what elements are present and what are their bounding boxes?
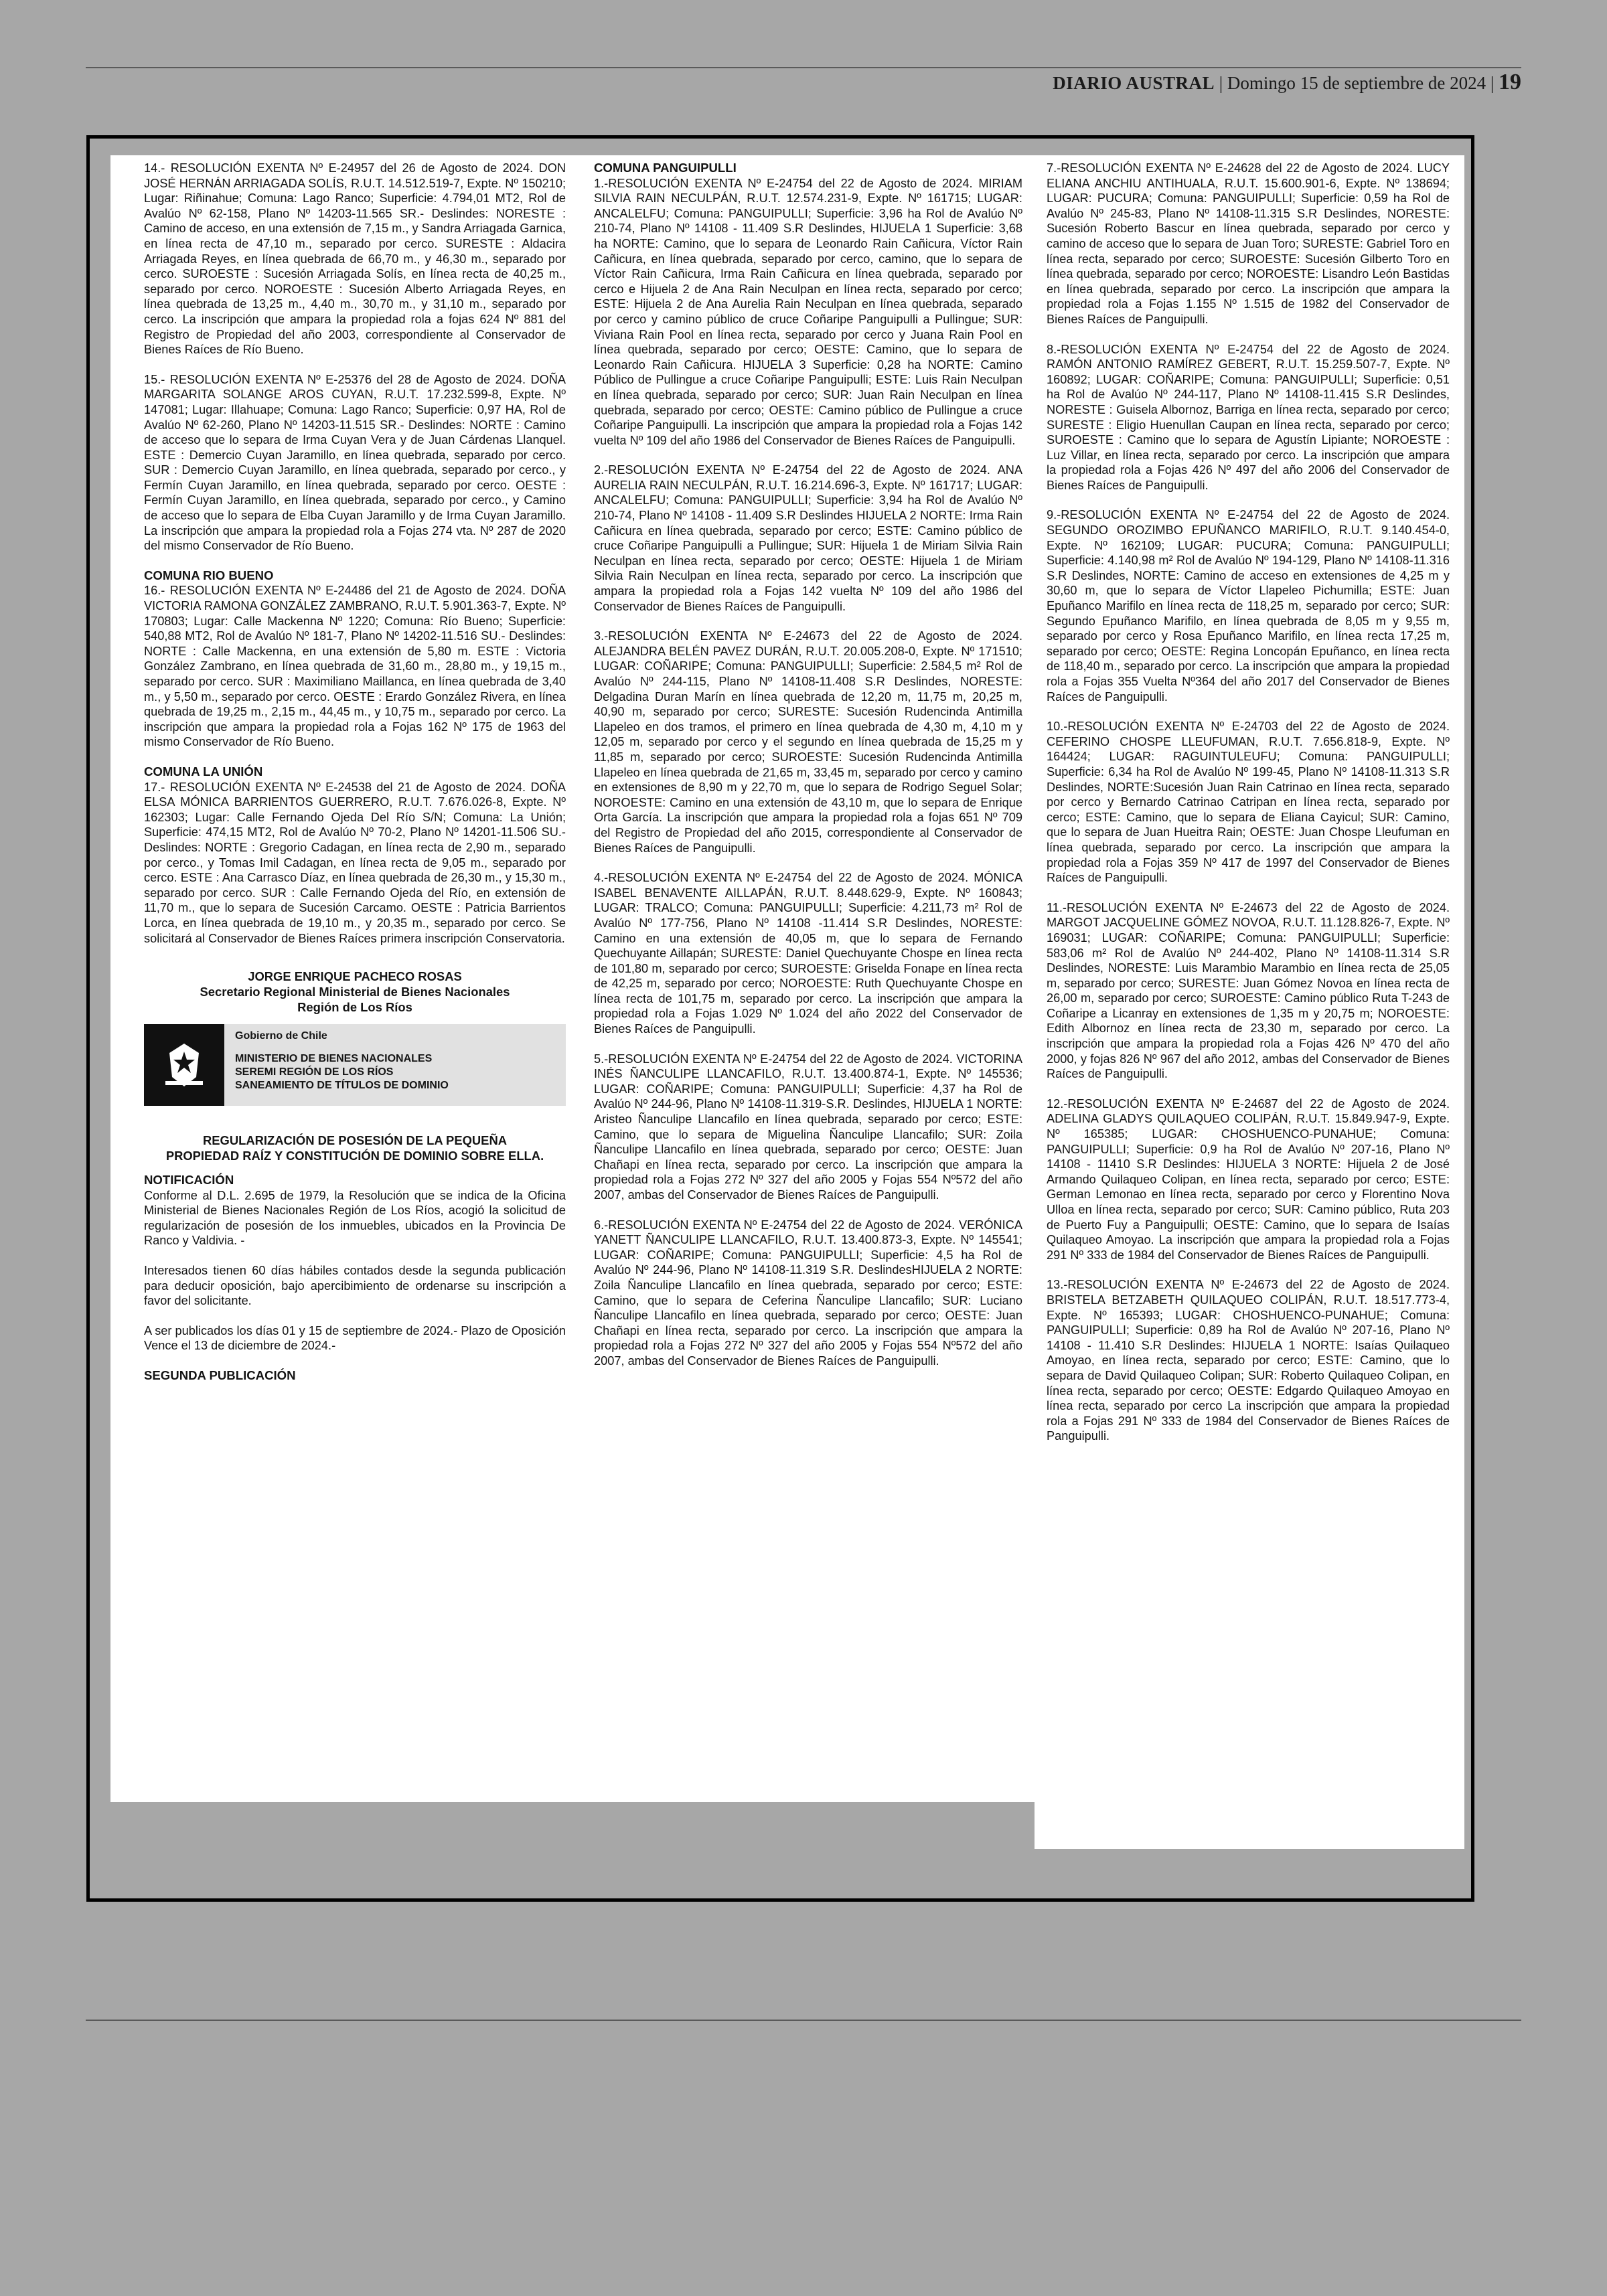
column-3 xyxy=(1035,155,1464,1849)
page-number: 19 xyxy=(1499,70,1521,94)
resolution-2: 2.-RESOLUCIÓN EXENTA Nº E-24754 del 22 de Agosto de 2024. ANA AURELIA RAIN NECULPÁN, R.U.T. 16.214.696-3, Expte. Nº 161717; LUGAR: ANCALELFU; Comuna: PANGUIPULLI; Superficie: 3,94 ha Rol de Avalúo Nº 210-74, Plano Nº 14108 - 11.409 S.R Deslindes HIJUELA 2 NORTE: Irma Rain Cañicura en línea quebrada, separado por cerco; ESTE: Camino público de cruce Coñaripe Panguipulli a Pullingue; SUR: Hijuela 1 de Miriam Silvia Rain Neculpan en línea recta, separado por cerco; OESTE: Hijuela 1 de Miriam Silvia Rain Neculpan en línea recta, separado por cerco. La inscripción que ampara la propiedad rola a Fojas 142 vuelta Nº 109 del año 1986 del Conservador de Bienes Raíces de Panguipulli. xyxy=(594,463,1022,613)
masthead-separator: | xyxy=(1490,73,1495,93)
resolution-15: 15.- RESOLUCIÓN EXENTA Nº E-25376 del 28 de Agosto de 2024. DOÑA MARGARITA SOLANGE AROS CUYAN, R.U.T. 17.232.599-8, Expte. Nº 147081; Lugar: Illahuape; Comuna: Lago Ranco; Superficie: 0,97 HA, Rol de Avalúo Nº 62-260, Plano Nº 14203-11.515 SR.- Deslindes: NORTE : Camino de acceso que lo separa de Irma Cuyan Vera y de Juan Cárdenas Llanquel. ESTE : Demercio Cuyan Jaramillo, en línea quebrada, separado por cerco. SUR : Demercio Cuyan Jaramillo, en línea quebrada, separado por cerco., y Fermín Cuyan Jaramillo, en línea quebrada, separado por cerco. OESTE : Fermín Cuyan Jaramillo, en línea quebrada, separado por cerco., y Camino de acceso que lo separa de Elba Cuyan Jaramillo y de Irma Cuyan Jaramillo. La inscripción que ampara la propiedad rola a Fojas 274 vta. Nº 287 de 2020 del mismo Conservador de Río Bueno. xyxy=(144,372,566,553)
column-2 xyxy=(579,155,1035,1802)
heading-notificacion: NOTIFICACIÓN xyxy=(144,1173,234,1187)
resolution-4: 4.-RESOLUCIÓN EXENTA Nº E-24754 del 22 de Agosto de 2024. MÓNICA ISABEL BENAVENTE AILLAPÁN, R.U.T. 8.448.629-9, Expte. Nº 160843; LUGAR: TRALCO; Comuna: PANGUIPULLI; Superficie: 4.211,73 m² Rol de Avalúo Nº 177-756, Plano Nº 14108 -11.414 S.R Deslindes, NORESTE: Camino en una extensión de 40,05 m, que lo separa de Fernando Quechuyante Aillapán; SURESTE: Daniel Quechuyante Chospe en línea recta de 101,80 m, separado por cerco; SUROESTE: Griselda Fonape en línea recta de 42,25 m, separado por cerco; NOROESTE: Ruth Quechuyante Chospe en línea recta de 101,75 m, separado por cerco. La inscripción que ampara la propiedad rola a Fojas 1.029 Nº 1.024 del año 2022 del Conservador de Bienes Raíces de Panguipulli. xyxy=(594,871,1022,1036)
resolution-8: 8.-RESOLUCIÓN EXENTA Nº E-24754 del 22 de Agosto de 2024. RAMÓN ANTONIO RAMÍREZ GEBERT, R.U.T. 15.259.507-7, Expte. Nº 160892; LUGAR: COÑARIPE; Comuna: PANGUIPULLI; Superficie: 0,51 ha Rol de Avalúo Nº 244-117, Plano Nº 14108-11.415 S.R Deslindes, NORESTE : Guisela Albornoz, Barriga en línea recta, separado por cerco; SURESTE : Eligio Huenullan Caupan en línea recta, separado por cerco; SUROESTE : Camino que lo separa de Agustín Lipiante; NOROESTE : Luz Villar, en línea recta, separado por cerco. La inscripción que ampara la propiedad rola a Fojas 426 Nº 497 del año 2006 del Conservador de Bienes Raíces de Panguipulli. xyxy=(1047,342,1450,492)
regularization-title xyxy=(144,1133,566,1163)
masthead-separator: | xyxy=(1219,73,1223,93)
resolution-1: 1.-RESOLUCIÓN EXENTA Nº E-24754 del 22 de Agosto de 2024. MIRIAM SILVIA RAIN NECULPÁN, R.U.T. 12.574.231-9, Expte. Nº 161715; LUGAR: ANCALELFU; Comuna: PANGUIPULLI; Superficie: 3,96 ha Rol de Avalúo Nº 210-74, Plano Nº 14108 - 11.409 S.R Deslindes, HIJUELA 1 Superficie: 3,68 ha NORTE: Camino, que lo separa de Leonardo Rain Cañicura, Víctor Rain Cañicura, en línea quebrada, separado por cerco, camino, que lo separa de Víctor Rain Cañicura, Irma Rain Cañicura en línea quebrada, separado por cerco e Hijuela 2 de Ana Rain Neculpan en línea recta, separado por cerco; ESTE: Hijuela 2 de Ana Aurelia Rain Neculpan en línea quebrada, separado por cerco y camino público de cruce Coñaripe Panguipulli a Pullingue; SUR: Viviana Rain Pool en línea recta, separado por cerco y Juana Rain Pool en línea quebrada, separado por cerco; OESTE: Camino, que lo separa de Leonardo Rain Cañicura. HIJUELA 3 Superficie: 0,28 ha NORTE: Camino Público de Pullingue a cruce Coñaripe Panguipulli; ESTE: Luis Rain Neculpan en línea quebrada, separado por cerco; SUR: Juan Rain Neculpan en línea quebrada, separado por cerco; OESTE: Camino público de Pullingue a cruce Coñaripe Panguipulli. La inscripción que ampara la propiedad rola a Fojas 142 vuelta Nº 109 del año 1986 del Conservador de Bienes Raíces de Panguipulli. xyxy=(594,176,1022,447)
ministry-label: MINISTERIO DE BIENES NACIONALES xyxy=(235,1053,433,1065)
column-1 xyxy=(110,155,579,1802)
bottom-rule xyxy=(86,2020,1521,2021)
program-label: SANEAMIENTO DE TÍTULOS DE DOMINIO xyxy=(235,1080,449,1092)
resolution-17: 17.- RESOLUCIÓN EXENTA Nº E-24538 del 21 de Agosto de 2024. DOÑA ELSA MÓNICA BARRIENTOS GUERRERO, R.U.T. 7.676.026-8, Expte. Nº 162303; Lugar: Calle Fernando Ojeda Del Río S/N; Comuna: La Unión; Superficie: 474,15 MT2, Rol de Avalúo Nº 70-2, Plano Nº 14201-11.506 SU.- Deslindes: NORTE : Gregorio Cadagan, en línea recta de 2,90 m., separado por cerco., y Tomas Imil Cadagan, en línea recta de 9,05 m., separado por cerco. ESTE : Ana Carrasco Díaz, en línea quebrada de 26,30 m., y 15,30 m., separado por cerco. SUR : Calle Fernando Ojeda del Río, en extensión de 11,70 m., que lo separa de Sucesión Carcamo. OESTE : Patricia Barrientos Lorca, en línea quebrada de 19,10 m., y 20,35 m., separado por cerco. Se solicitará al Conservador de Bienes Raíces primera inscripción Conservatoria. xyxy=(144,780,566,945)
notification-text: Conforme al D.L. 2.695 de 1979, la Resolución que se indica de la Oficina Ministerial de Bienes Nacionales Región de Los Ríos, acogió la solicitud de regularización de posesión de los inmuebles, ubicados en la Provincia De Ranco y Valdivia. - xyxy=(144,1188,566,1248)
signatory-title: Secretario Regional Ministerial de Bienes Nacionales xyxy=(200,985,510,999)
heading-comuna-panguipulli: COMUNA PANGUIPULLI xyxy=(594,161,737,175)
signatory-region: Región de Los Ríos xyxy=(297,1000,412,1015)
resolution-6: 6.-RESOLUCIÓN EXENTA Nº E-24754 del 22 de Agosto de 2024. VERÓNICA YANETT ÑANCULIPE LLANCAFILO, R.U.T. 13.400.873-3, Expte. Nº 145541; LUGAR: COÑARIPE; Comuna: PANGUIPULLI; Superficie: 4,5 ha Rol de Avalúo Nº 244-96, Plano Nº 14108-11.319 S.R. DeslindesHIJUELA 2 NORTE: Zoila Ñanculipe Llancafilo en línea quebrada, separado por cerco; ESTE: Camino, que lo separa de Ceferina Ñanculipe Llancafilo; SUR: Luciano Ñanculipe Llancafilo en línea quebrada, separado por cerco; OESTE: Juan Chañapi en línea recta, separado por cerco. La inscripción que ampara la propiedad rola a Fojas 272 Nº 327 del año 2005 y Fojas 554 Nº572 del año 2007, ambas del Conservador de Bienes Raíces de Panguipulli. xyxy=(594,1218,1022,1368)
masthead xyxy=(1053,70,1521,95)
government-banner-text xyxy=(224,1024,459,1106)
resolution-7: 7.-RESOLUCIÓN EXENTA Nº E-24628 del 22 de Agosto de 2024. LUCY ELIANA ANCHIU ANTIHUALA, R.U.T. 15.600.901-6, Expte. Nº 138694; LUGAR: PUCURA; Comuna: PANGUIPULLI; Superficie: 0,59 ha Rol de Avalúo Nº 245-83, Plano Nº 14108-11.315 S.R Deslindes, NORESTE: Sucesión Roberto Bascur en línea quebrada, separado por cerco y camino de acceso que lo separa de Juan Toro; SURESTE: Gabriel Toro en línea recta, separado por cerco; SUROESTE: Sucesión Gilberto Toro en línea quebrada, separado por cerco; NOROESTE: Lisandro León Bastidas en línea quebrada, separado por cerco. La inscripción que ampara la propiedad rola a Fojas 1.155 Nº 1.515 de 1982 del Conservador de Bienes Raíces de Panguipulli. xyxy=(1047,161,1450,326)
resolution-13: 13.-RESOLUCIÓN EXENTA Nº E-24673 del 22 de Agosto de 2024. BRISTELA BETZABETH QUILAQUEO COLIPÁN, R.U.T. 18.517.773-4, Expte. Nº 165393; LUGAR: CHOSHUENCO-PUNAHUE; Comuna: PANGUIPULLI; Superficie: 0,89 ha Rol de Avalúo Nº 207-16, Plano Nº 14108 - 11.410 S.R Deslindes: HIJUELA 1 NORTE: Isaías Quilaqueo Amoyao, en línea recta, separado por cerco; ESTE: Camino, que lo separa de David Quilaqueo Colipan; SUR: Roberto Quilaqueo Colipan, en línea recta, separado por cerco; OESTE: Edgardo Quilaqueo Amoyao en línea recta, separado por cerco La inscripción que ampara la propiedad rola a Fojas 291 Nº 333 de 1984 del Conservador de Bienes Raíces de Panguipulli. xyxy=(1047,1278,1450,1443)
signature-block xyxy=(144,969,566,1015)
resolution-12: 12.-RESOLUCIÓN EXENTA Nº E-24687 del 22 de Agosto de 2024. ADELINA GLADYS QUILAQUEO COLIPÁN, R.U.T. 15.849.947-9, Expte. Nº 165385; LUGAR: CHOSHUENCO-PUNAHUE; Comuna: PANGUIPULLI; Superficie: 0,9 ha Rol de Avalúo Nº 207-16, Plano Nº 14108 - 11410 S.R Deslindes: HIJUELA 3 NORTE: Hijuela 2 de José Armando Quilaqueo Colipan, en línea recta, separado por cerco; ESTE: German Lemonao en línea recta, separado por cerco y Florentino Nova Ulloa en línea recta, separado por cerco; SUR: Camino público, Ruta 203 de Puerto Fuy a Panguipulli; OESTE: Camino, que lo separa de Isaías Quilaqueo Amoyao. La inscripción que ampara la propiedad rola a Fojas 291 Nº 333 de 1984 del Conservador de Bienes Raíces de Panguipulli. xyxy=(1047,1096,1450,1262)
resolution-11: 11.-RESOLUCIÓN EXENTA Nº E-24673 del 22 de Agosto de 2024. MARGOT JACQUELINE GÓMEZ NOVOA, R.U.T. 11.128.826-7, Expte. Nº 169031; LUGAR: COÑARIPE; Comuna: PANGUIPULLI; Superficie: 583,06 m² Rol de Avalúo Nº 244-402, Plano Nº 14108-11.314 S.R Deslindes, NORESTE: Luis Marambio Marambio en línea recta de 25,05 m, separado por cerco; SURESTE: Juan Gómez Novoa en línea recta de 26,00 m, separado por cerco; SUROESTE: Camino público Ruta T-243 de Coñaripe a Licanray en extensiones de 1,35 m y 20,75 m; NOROESTE: Edith Albornoz en línea recta de 23,30 m, separado por cerco. La inscripción que ampara la propiedad rola a Fojas 426 Nº 470 del año 2000, y fojas 826 Nº 967 del año 2012, ambas del Conservador de Bienes Raíces de Panguipulli. xyxy=(1047,900,1450,1081)
government-label: Gobierno de Chile xyxy=(235,1030,327,1042)
resolution-10: 10.-RESOLUCIÓN EXENTA Nº E-24703 del 22 de Agosto de 2024. CEFERINO CHOSPE LLEUFUMAN, R.U.T. 7.656.818-9, Expte. Nº 164424; LUGAR: RAGUINTULEUFU; Comuna: PANGUIPULLI; Superficie: 6,34 ha Rol de Avalúo Nº 199-45, Plano Nº 14108-11.313 S.R Deslindes, NORTE:Sucesión Juan Rain Catrinao en línea recta, separado por cerco y Bernardo Catrinao Catripan en línea recta, separado por cerco; ESTE: Camino, que lo separa de Eliana Cayicul; SUR: Camino, que lo separa de Juan Hueitra Rain; OESTE: Juan Chospe Lleufuman en línea quebrada, separado por cerco. La inscripción que ampara la propiedad rola a Fojas 359 Nº 417 de 1997 del Conservador de Bienes Raíces de Panguipulli. xyxy=(1047,720,1450,885)
resolution-16: 16.- RESOLUCIÓN EXENTA Nº E-24486 del 21 de Agosto de 2024. DOÑA VICTORIA RAMONA GONZÁLEZ ZAMBRANO, R.U.T. 5.901.363-7, Expte. Nº 170803; Lugar: Calle Mackenna Nº 1220; Comuna: Río Bueno; Superficie: 540,88 MT2, Rol de Avalúo Nº 181-7, Plano Nº 14202-11.516 SU.- Deslindes: NORTE : Calle Mackenna, en una extensión de 5,80 m. ESTE : Victoria González Zambrano, en línea quebrada de 31,60 m., 28,80 m., y 19,15 m., separado por cerco. SUR : Maximiliano Maillanca, en línea quebrada de 3,40 m., y 5,50 m., separado por cerco. OESTE : Erardo González Rivera, en línea quebrada de 19,25 m., 2,15 m., 44,45 m., y 10,75 m., separado por cerco. La inscripción que ampara la propiedad rola a Fojas 162 Nº 175 de 1963 del mismo Conservador de Río Bueno. xyxy=(144,584,566,749)
regularization-line-2: PROPIEDAD RAÍZ Y CONSTITUCIÓN DE DOMINIO SOBRE ELLA. xyxy=(165,1149,544,1163)
issue-date: Domingo 15 de septiembre de 2024 xyxy=(1227,73,1486,93)
resolution-9: 9.-RESOLUCIÓN EXENTA Nº E-24754 del 22 de Agosto de 2024. SEGUNDO OROZIMBO EPUÑANCO MARIFILO, R.U.T. 9.140.454-0, Expte. Nº 162109; LUGAR: PUCURA; Comuna: PANGUIPULLI; Superficie: 4.140,98 m² Rol de Avalúo Nº 194-129, Plano Nº 14108-11.316 S.R Deslindes, NORTE: Camino de acceso en extensiones de 4,25 m y 30,60 m, que lo separa de Víctor Llapeleo Pichumilla; ESTE: Juan Epuñanco Marifilo en línea recta de 118,25 m, separado por cerco; SUR: Segundo Epuñanco Marifilo, en línea quebrada de 8,05 m y 9,55 m, separado por cerco y Rosa Epuñanco Marifilo, en línea recta 17,25 m, separado por cerco; OESTE: Regina Loncopán Epuñanco, en línea recta de 118,40 m., separado por cerco. La inscripción que ampara la propiedad rola a Fojas 355 Vuelta Nº364 del año 2017 del Conservador de Bienes Raíces de Panguipulli. xyxy=(1047,508,1450,704)
heading-comuna-la-union: COMUNA LA UNIÓN xyxy=(144,764,263,778)
resolution-3: 3.-RESOLUCIÓN EXENTA Nº E-24673 del 22 de Agosto de 2024. ALEJANDRA BELÉN PAVEZ DURÁN, R.U.T. 20.005.208-0, Expte. Nº 171510; LUGAR: COÑARIPE; Comuna: PANGUIPULLI; Superficie: 2.584,5 m² Rol de Avalúo Nº 244-115, Plano Nº 14108-11.408 S.R Deslindes, NORESTE: Delgadina Duran Marín en línea quebrada de 12,20 m, 11,75 m, 20,25 m, 40,90 m, separado por cerco; SURESTE: Sucesión Rudencinda Antimilla Llapeleo en dos tramos, el primero en línea quebrada de 4,30 m, 4,10 m y 12,05 m, separado por cerco y el segundo en línea quebrada de 15,25 m y 11,85 m, separado por cerco; SUROESTE: Sucesión Rudencinda Antimilla Llapeleo en línea quebrada de 21,65 m, 33,45 m, separado por cerco y camino en extensiones de 8,90 m y 22,70 m, que lo separa de Rodrigo Seguel Solar; NOROESTE: Camino en una extensión de 43,10 m, que lo separa de Enrique Orta García. La inscripción que ampara la propiedad rola a fojas 651 Nº 709 del Registro de Propiedad del año 2015, correspondiente al Conservador de Bienes Raíces de Panguipulli. xyxy=(594,629,1022,855)
signatory-name: JORGE ENRIQUE PACHECO ROSAS xyxy=(248,969,462,984)
government-banner xyxy=(144,1024,566,1106)
newspaper-name: DIARIO AUSTRAL xyxy=(1053,73,1215,93)
resolution-14: 14.- RESOLUCIÓN EXENTA Nº E-24957 del 26 de Agosto de 2024. DON JOSÉ HERNÁN ARRIAGADA SOLÍS, R.U.T. 14.512.519-7, Expte. Nº 150210; Lugar: Riñinahue; Comuna: Lago Ranco; Superficie: 4.794,01 MT2, Rol de Avalúo Nº 62-158, Plano Nº 14203-11.565 SR.- Deslindes: NORESTE : Camino de acceso, en una extensión de 7,15 m., y Sandra Arriagada Garnica, en línea recta de 47,10 m., separado por cerco. SURESTE : Aldacira Arriagada Reyes, en línea quebrada de 66,70 m., y 46,30 m., separado por cerco. SUROESTE : Sucesión Arriagada Solís, en línea recta de 40,25 m., separado por cerco. NOROESTE : Sucesión Alberto Arriagada Reyes, en línea quebrada de 13,25 m., 4,40 m., 30,70 m., y 31,10 m., separado por cerco. La inscripción que ampara la propiedad rola a fojas 624 Nº 881 del Registro de Propiedad del año 2003, correspondiente al Conservador de Bienes Raíces de Río Bueno. xyxy=(144,161,566,357)
regularization-line-1: REGULARIZACIÓN DE POSESIÓN DE LA PEQUEÑA xyxy=(202,1133,508,1148)
publication-dates-text: A ser publicados los días 01 y 15 de septiembre de 2024.- Plazo de Oposición Vence el 13 de diciembre de 2024.- xyxy=(144,1323,566,1353)
interested-parties-text: Interesados tienen 60 días hábiles contados desde la segunda publicación para deducir oposición, bajo apercibimiento de ordenarse su inscripción a favor del solicitante. xyxy=(144,1264,566,1308)
top-rule xyxy=(86,67,1521,68)
resolution-5: 5.-RESOLUCIÓN EXENTA Nº E-24754 del 22 de Agosto de 2024. VICTORINA INÉS ÑANCULIPE LLANCAFILO, R.U.T. 13.400.874-1, Expte. Nº 145536; LUGAR: COÑARIPE; Comuna: PANGUIPULLI; Superficie: 4,37 ha Rol de Avalúo Nº 244-96, Plano Nº 14108-11.319-S.R. Deslindes, HIJUELA 1 NORTE: Aristeo Ñanculipe Llancafilo en línea quebrada, separado por cerco; ESTE: Camino, que lo separa de Miguelina Ñanculipe Llancafilo; SUR: Zoila Ñanculipe Llancafilo en línea quebrada, separado por cerco; OESTE: Juan Chañapi en línea recta, separado por cerco. La inscripción que ampara la propiedad rola a Fojas 272 Nº 327 del año 2005 y Fojas 554 Nº572 del año 2007, ambas del Conservador de Bienes Raíces de Panguipulli. xyxy=(594,1052,1022,1202)
heading-comuna-rio-bueno: COMUNA RIO BUENO xyxy=(144,568,274,582)
seremi-label: SEREMI REGIÓN DE LOS RÍOS xyxy=(235,1066,394,1078)
heading-segunda-publicacion: SEGUNDA PUBLICACIÓN xyxy=(144,1368,296,1383)
chile-coat-of-arms-icon xyxy=(144,1024,224,1106)
